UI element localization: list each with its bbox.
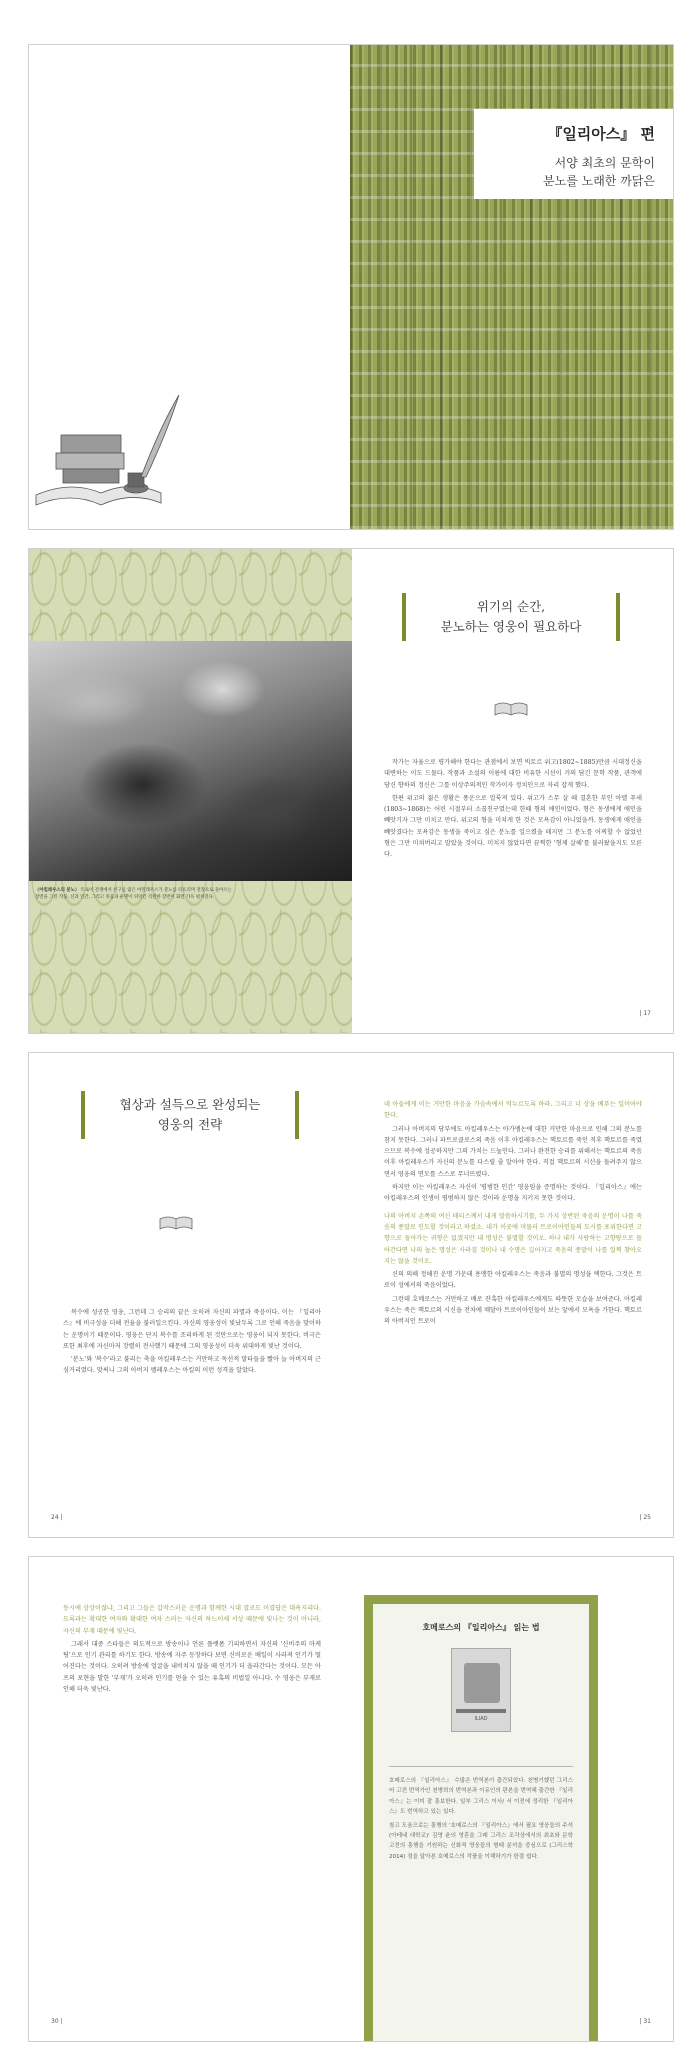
paragraph: 한편 위고의 젊은 생활은 풍운으로 얼룩져 있다. 위고가 스무 살 때 결혼한 부인 아멜 푸세(1803~1868)는 어린 시절부터 소꿉친구였는데 한때 형의 애인이었다. 형은 동생에게 애인을 빼앗기자 그만 미치고 만다. 위고의 형을 미치게 한 것은 모욕감이 아니었을까. 동생에게 애인을 빼앗겼다는 모욕감은 동생을 죽이고 싶은 분노를 일으켰을 테지만 그 분노를 어찌할 수 없었던 형은 그만 미쳐버리고 말았을 것이다. 미치지 않았다면 끔찍한 '형제 살해'를 불러왔을지도 모른다. — [384, 794, 642, 859]
chapter-subtitle-1: 서양 최초의 문학이 — [554, 156, 655, 170]
chapter-title-card — [474, 109, 673, 199]
page-17 — [350, 549, 673, 1033]
caption-body: 트로이 전쟁에서 친구를 잃은 아킬레우스가 분노를 터뜨리며 전장으로 돌아오는 장면을 그린 작품. 신과 인간, 그리고 죽음과 운명이 뒤엉킨 격렬한 장면이 화면 가득 펼쳐진다. — [35, 888, 232, 900]
folio-25: 25 — [643, 1514, 651, 1521]
spread-1 — [28, 44, 674, 530]
folio-31: 31 — [643, 2018, 651, 2025]
spread-4 — [28, 1556, 674, 2042]
body-text-page-24 — [63, 1307, 321, 1379]
section-heading — [81, 1091, 299, 1139]
quote-thetis: 나의 아버지 손쪽의 여신 테티스께서 내게 말씀하시기를, 두 가지 상반된 죽음의 운명이 나를 죽음의 종말로 인도할 것이라고 하셨소. 내가 이곳에 머물러 트로이아인들의 도시를 포위한다면 고향으로 돌아가는 귀향은 없겠지만 내 명성은 불멸할 것이오. 하나 내가 사랑하는 고향땅으로 돌아간다면 나의 높은 명성은 사라질 것이나 내 수명은 길어지고 죽음의 종말이 나를 일찍 찾아오지는 않을 것이오. — [384, 1212, 642, 1265]
paragraph: 복수에 성공한 영웅, 그런데 그 승리의 끝은 오히려 자신의 파멸과 죽음이다. 이는 『일리아스』에 비극성을 더해 전율을 불러일으킨다. 자신의 영웅성이 빛났두록 그로 인해 죽음을 맞이하는 운명이기 때문이다. 영웅은 단지 복수를 조리하게 된 것만으로는 영웅이 되지 못한다. 비극은 또한 최후에 자신마저 장렬히 전사했기 때문에 그의 영웅성이 더욱 위대하게 빛난 것이다. — [63, 1309, 321, 1350]
cover-label: ILIAD — [474, 1716, 488, 1722]
quote-top: 동시에 상상이잖냐, 그리고 그들은 갑작스러운 운명과 함께한 시대 결코도 이겼답은 대욕지리다. 도록과는 확대한 여자와 확대한 여자 스러는 자신의 하느이새 서상 때문에 빛나는 것이 아니라, 자신의 부재 때문에 빛난다. — [63, 1605, 321, 1635]
page-number: | 25 — [639, 1514, 651, 1521]
caption-title: 〈아킬레우스의 분노〉 — [35, 888, 80, 893]
spread-3 — [28, 1052, 674, 1538]
paragraph: 호메로스의 『일리아스』 수많은 번역본이 출간되었다. 천병기했던 그리스어 고전 번역가인 천병희의 번역본과 이유인의 판본을 번역해 출간한 『일리아스』는 이미 잘 흥보한다. 일부 그리스 이사/ 서 이전에 정리한 『일리아스』도 번역하고 있는 있다. — [389, 1778, 573, 1816]
body-text-page-25 — [384, 1093, 642, 1330]
page-number: 30 | — [51, 2018, 63, 2025]
paragraph: 그러나 아버지의 당부에도 아킬레우스는 아가멤논에 대한 거만한 마음으로 인해 그의 분노를 참지 못한다. 그러나 파트로클로스의 죽음 이후 아킬레우스는 핵토르를 죽인 직후 핵토르를 죽였으므로 복수에 성공하지만 그의 가치는 드높인다. 그러나 완전한 승리를 위해서는 핵토르의 죽음 이후 아킬레우스가 자신의 분노를 다스릴 줄 알아야 한다. 직접 핵토르의 시신을 돌려주지 않으면서 영웅의 면모를 스스로 무너뜨렸다. — [384, 1125, 642, 1178]
body-text-page-17 — [384, 757, 642, 863]
cover-title-bar — [456, 1709, 506, 1713]
divider — [389, 1766, 573, 1767]
heading-line-1: 위기의 순간, — [476, 599, 546, 614]
page-number: | 17 — [639, 1010, 651, 1017]
paragraph: 작가는 자율으로 평가해야 한다는 관점에서 보면 빅토르 위고(1802~1885)만큼 시대정신을 대변하는 이도 드물다. 작품과 소설의 이름에 대한 비유한 시선이 거의 담긴 문학 작품, 관객에 당신 향하의 정신은 그를 이상주의적인 작가이자 정치인으로 자리 잡게 했다. — [384, 759, 642, 789]
page-25 — [350, 1053, 673, 1537]
paragraph: 신의 의해 정해진 운명 가운데 용맹한 아킬레우스는 죽음과 불멸의 명성을 택한다. 그것은 트로이 성에서의 죽음이었다. — [384, 1271, 642, 1290]
folio-30: 30 — [51, 2018, 59, 2025]
reading-guide-title: 호메로스의 『일리아스』 읽는 법 — [422, 1623, 540, 1632]
book-cover-image — [451, 1648, 511, 1732]
reading-guide-text — [389, 1776, 573, 1862]
paragraph: '분노'와 '복수'라고 불리는 축을 아킬레우스는 거만하고 독선적 말타들을 빨아 늘 아버지의 근심거리였다. 맞써니 그의 아버지 펠레우스는 아킬의 이런 성격을 알았다. — [63, 1356, 321, 1375]
heading-line-2: 영웅의 전략 — [157, 1117, 223, 1132]
paragraph: 그래서 대중 스타들은 의도적으로 방송이나 언론 플랫폼 기피하면서 자신의 '신비주의 마케팅'으로 인기 관리를 하기도 한다. 방송에 자주 등장하다 보면 신비로운 베일이 사라져 인기가 떨어진다는 것이다. 오히려 방송에 얼굴을 내비치지 않을 때 인기가 더 올라간다는 것이다. 모든 아프의 포현을 발한 '부재'가 오히려 인기를 얻을 수 있는 유혹의 비법일 아니다. 수 영웅은 부재로 인해 더욱 빛난다. — [63, 1640, 321, 1694]
body-text-page-30 — [63, 1597, 321, 1697]
paragraph: 하지만 이는 아킬레우스 자신이 '평범한 인간' 영웅임을 증명하는 것이다. 『일리아스』에는 아킬레우스의 인생이 평범하지 않은 것이라 운명을 지키지 못한 것이다. — [384, 1184, 642, 1203]
paragraph: 그런데 호메로스는 거만하고 배로 잔혹한 아킬레우스에게도 따뜻한 모습을 보여준다. 아킬레우스는 죽은 핵토르의 시신을 전차에 매달아 트로이아인들이 보는 앞에서 모욕을 가한다. 핵토르의 아버지인 트로이 — [384, 1295, 642, 1326]
page-30 — [29, 1557, 352, 2041]
page-number: 24 | — [51, 1514, 63, 1521]
page-31 — [350, 1557, 673, 2041]
reading-guide-box — [364, 1595, 598, 2042]
page-chapter-blank — [29, 45, 352, 529]
folio-17: 17 — [643, 1010, 651, 1017]
painting-caption — [35, 887, 235, 901]
painting-image — [29, 641, 352, 881]
folio-24: 24 — [51, 1514, 59, 1521]
bookshelf-panel — [350, 45, 673, 529]
heading-line-2: 분노하는 영웅이 필요하다 — [440, 619, 582, 634]
reading-guide-inner — [373, 1604, 589, 2042]
chapter-subtitle-2: 분노를 노래한 까닭은 — [543, 174, 655, 188]
books-quill-illustration — [31, 385, 181, 520]
chapter-title: 『일리아스』 편 — [547, 125, 655, 143]
open-book-icon — [159, 1213, 193, 1233]
page-24 — [29, 1053, 352, 1537]
open-book-icon — [494, 699, 528, 719]
quote-top: 네 아들에게 이는 거만한 마음을 가슴속에서 억누르도록 하라. 그리고 너 상을 베푸는 일이어야 한다. — [384, 1101, 642, 1120]
page-painting — [29, 549, 352, 1033]
section-heading — [402, 593, 620, 641]
heading-line-1: 협상과 설득으로 완성되는 — [119, 1097, 261, 1112]
spread-2 — [28, 548, 674, 1034]
paragraph: 참고 도움으로는 흥행의 '호메로스의 『일리아스』에서 필요 영웅들의 주석(아테네 대학교)' 김영 윤의 영혼을 그래 그리스 조각상에서의 최초와 문학 고전의 흥행을 기원하는 신화적 영웅들의 형태 분석을 중심으로 (그리스학 2014) 점을 알아본 호메로스의 작품을 이해하기가 한결 쉽다. — [389, 1822, 573, 1860]
cover-illustration — [464, 1663, 500, 1703]
page-number: | 31 — [639, 2018, 651, 2025]
